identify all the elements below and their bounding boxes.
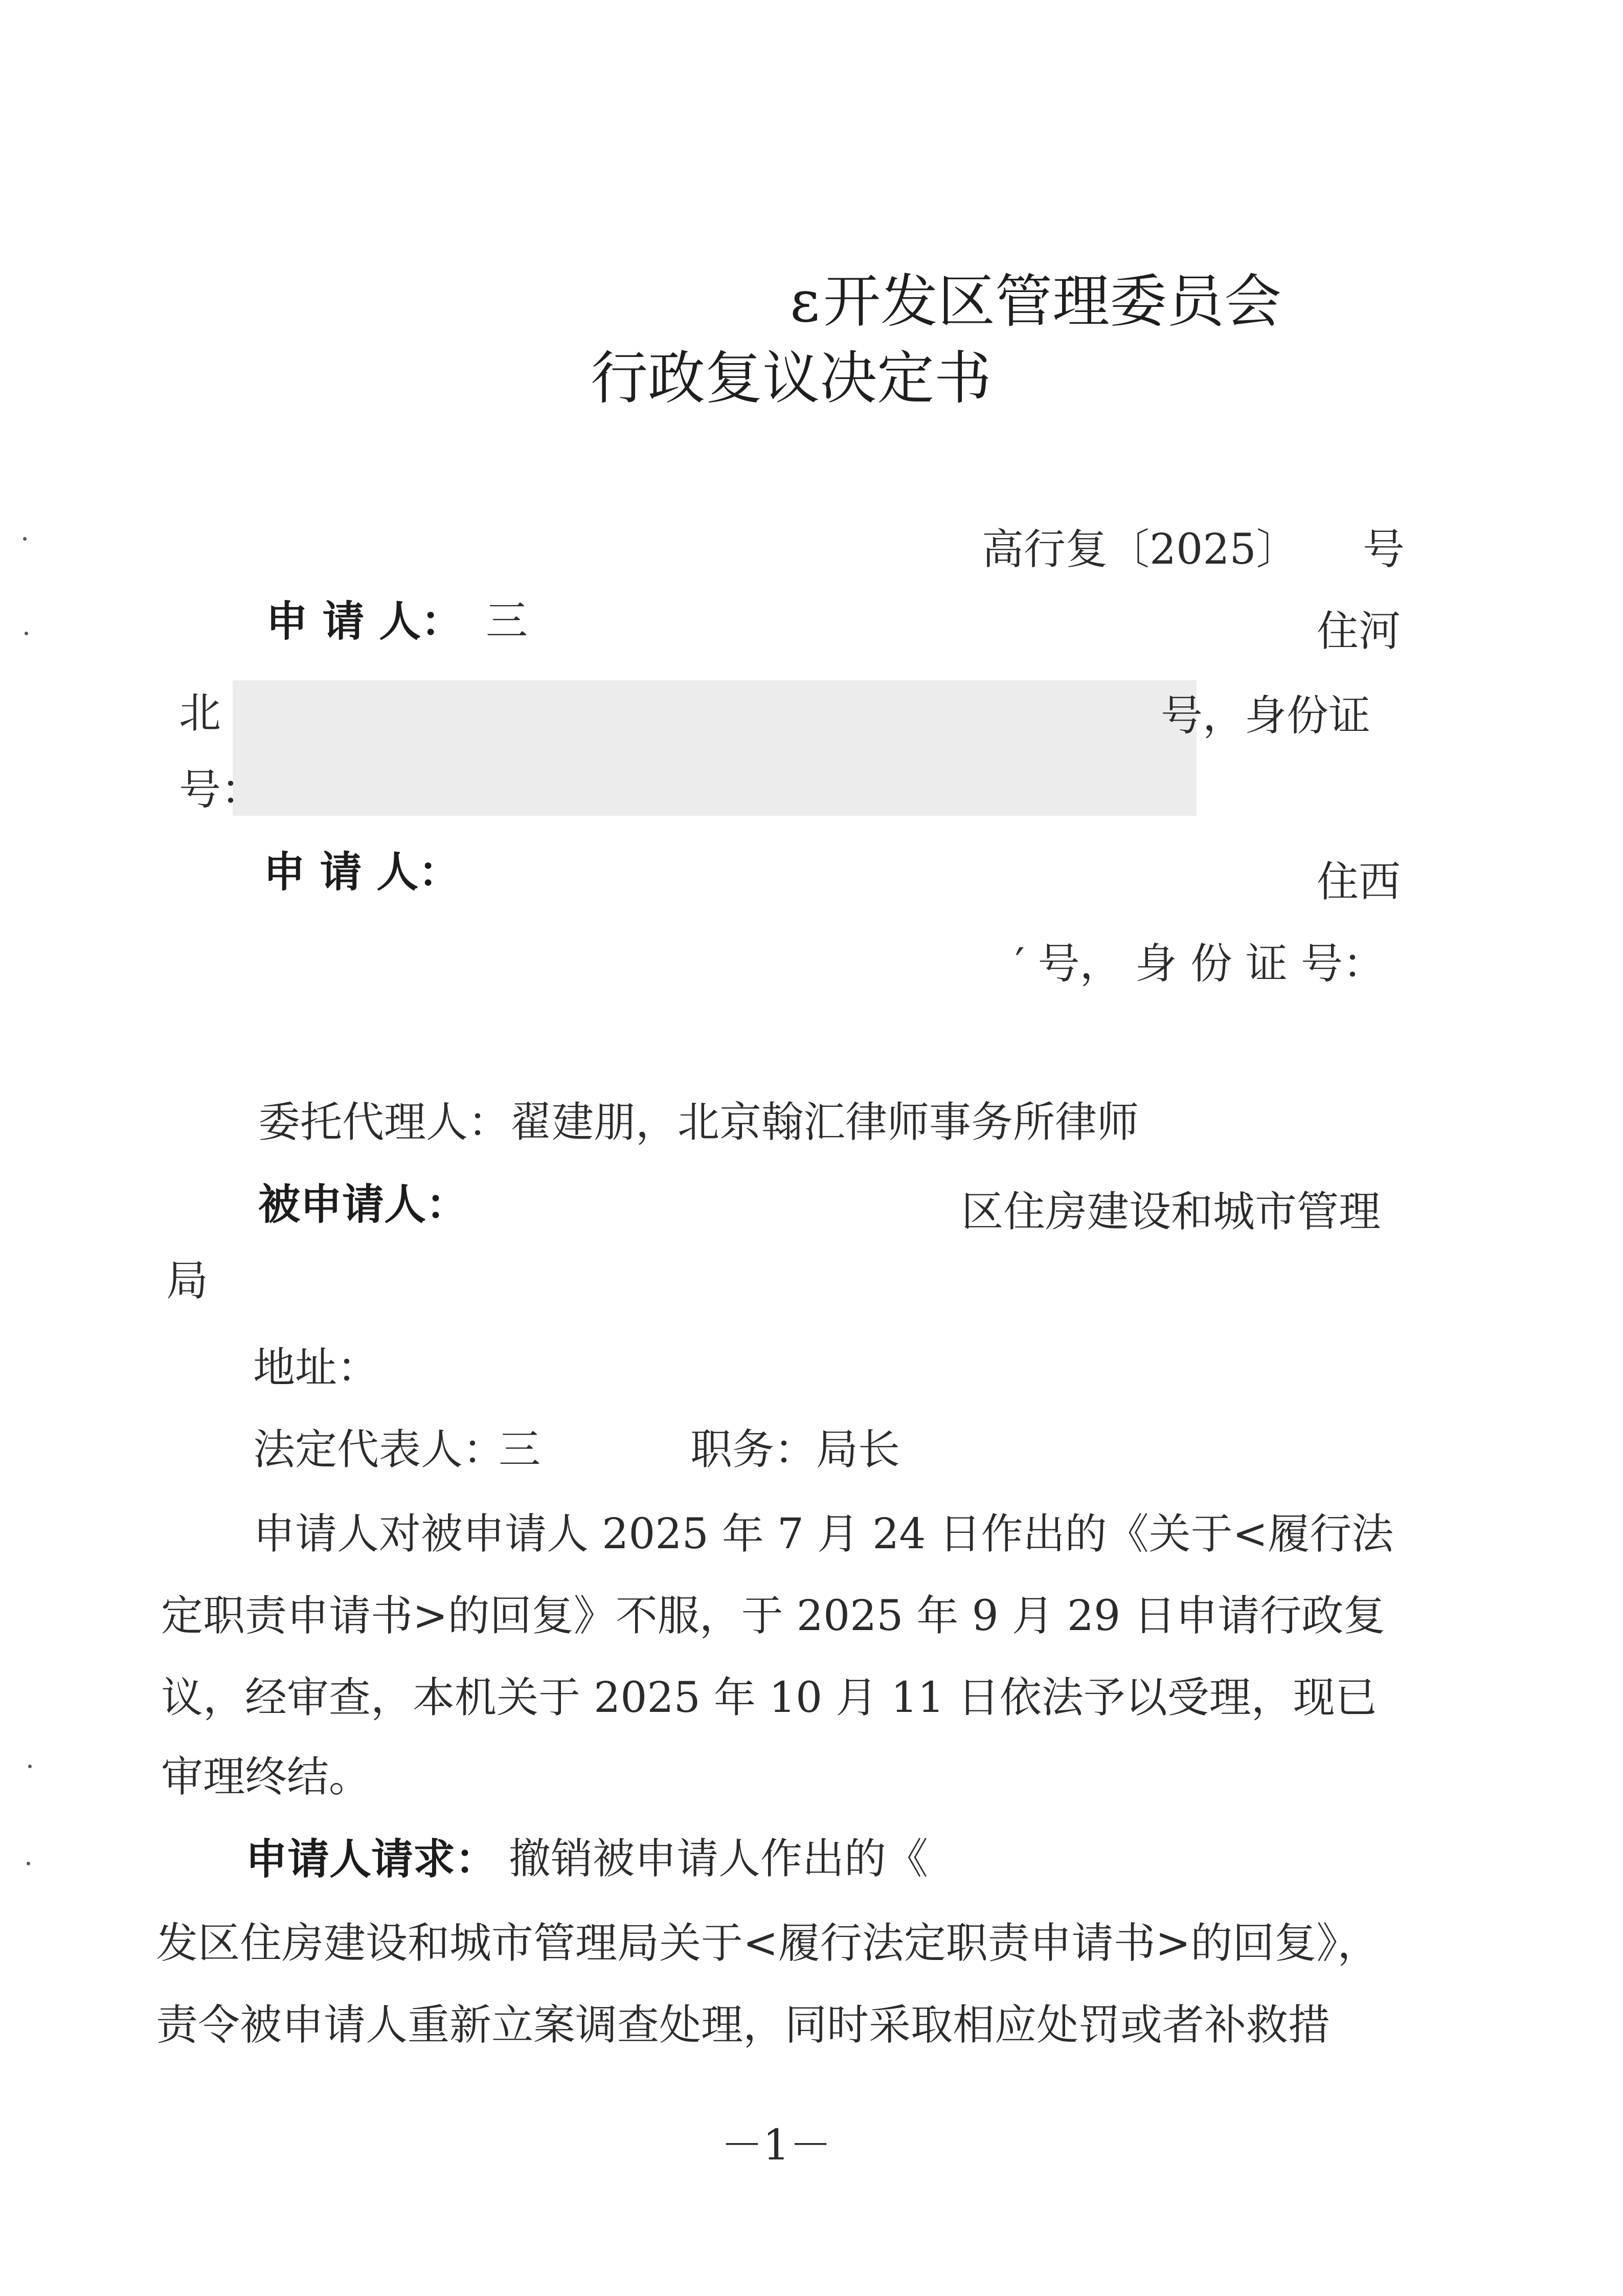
scan-speck: [25, 632, 28, 635]
doc-number-prefix: 高行复〔2025〕: [982, 525, 1298, 574]
legal-rep-position: 职务：局长: [690, 1425, 900, 1474]
applicant1-label: 申 请 人：: [266, 597, 463, 646]
scan-speck: [28, 1765, 32, 1768]
respondent-name-end: 区住房建设和城市管理: [961, 1188, 1381, 1236]
applicant1-line3-start: 号：: [179, 766, 263, 814]
org-title: 开发区管理委员会: [823, 269, 1281, 335]
body-paragraph-line: 申请人对被申请人 2025 年 7 月 24 日作出的《关于<履行法: [253, 1510, 1394, 1558]
request-label: 申请人请求：: [245, 1835, 498, 1884]
document-title: 行政复议决定书: [591, 345, 991, 412]
org-fragment: ɛ: [790, 269, 820, 335]
applicant2-label: 申 请 人：: [263, 848, 461, 897]
legal-rep-label: 法定代表人：: [253, 1425, 505, 1474]
applicant1-name-fragment: 三: [486, 597, 528, 645]
body-paragraph-line: 定职责申请书>的回复》不服，于 2025 年 9 月 29 日申请行政复: [161, 1592, 1386, 1640]
request-line: 发区住房建设和城市管理局关于<履行法定职责申请书>的回复》，: [156, 1919, 1380, 1968]
request-line: 撤销被申请人作出的《: [509, 1835, 929, 1883]
body-paragraph-line: 审理终结。: [161, 1753, 371, 1801]
agent-line: 委托代理人：翟建朋，北京翰汇律师事务所律师: [258, 1098, 1139, 1147]
redaction-box: [233, 680, 1197, 816]
legal-rep-fragment: 三: [499, 1425, 541, 1474]
applicant1-line2-start: 北: [179, 689, 221, 738]
applicant1-address-start: 住河: [1317, 607, 1401, 656]
scan-speck: [27, 1862, 30, 1865]
applicant1-line2-end: 号，身份证: [1161, 692, 1371, 740]
respondent-label: 被申请人：: [258, 1180, 468, 1229]
body-paragraph-line: 议，经审查，本机关于 2025 年 10 月 11 日依法予以受理，现已: [161, 1674, 1377, 1722]
scan-speck: [23, 537, 27, 541]
doc-number-suffix: 号: [1363, 525, 1405, 574]
applicant2-address-start: 住西: [1317, 858, 1401, 906]
respondent-address-label: 地址：: [253, 1344, 379, 1392]
respondent-name-wrap: 局: [166, 1257, 209, 1305]
request-line: 责令被申请人重新立案调查处理，同时采取相应处罚或者补救措: [156, 2001, 1331, 2049]
page-number: －1－: [721, 2121, 832, 2170]
applicant2-line2-end: ′ 号， 身 份 证 号：: [1015, 940, 1385, 988]
